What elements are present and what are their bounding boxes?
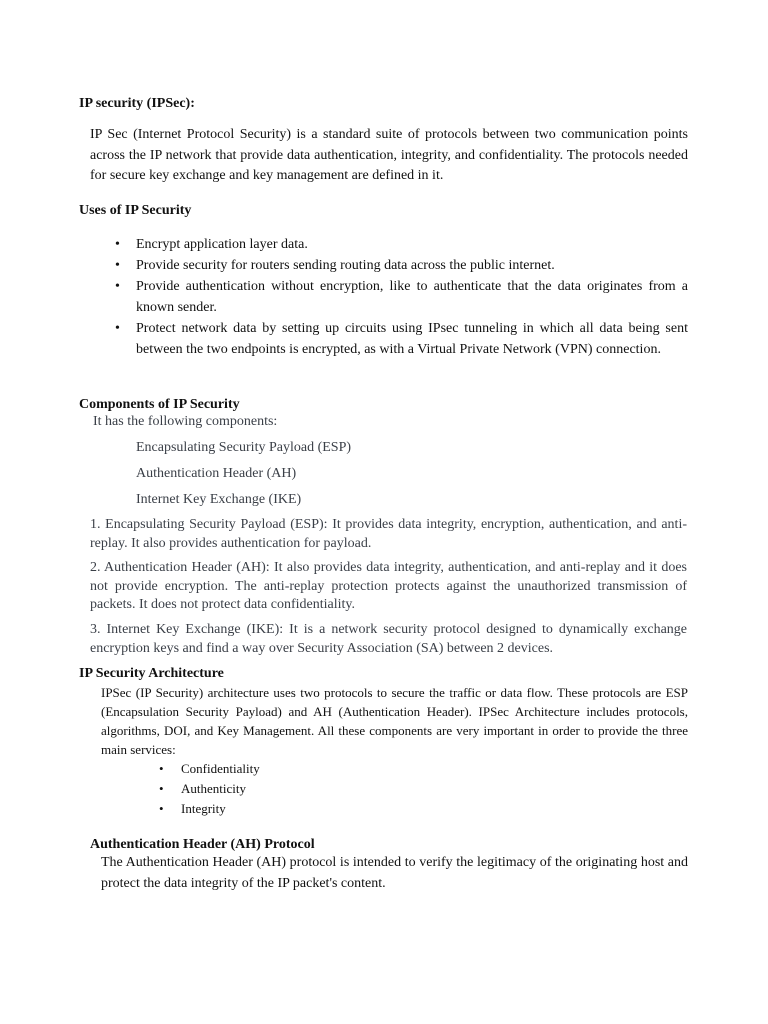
uses-list bbox=[115, 234, 688, 360]
list-item: • Protect network data by setting up circuits using IPsec tunneling in which all data being sent between the two endpoints is encrypted, as with a Virtual Private Network (VPN) connection. bbox=[136, 318, 688, 360]
list-item: • Confidentiality bbox=[181, 759, 481, 779]
bullet-icon: • bbox=[159, 781, 164, 796]
component-esp: Encapsulating Security Payload (ESP) bbox=[136, 440, 352, 455]
services-list bbox=[159, 759, 481, 819]
components-lead: It has the following components: bbox=[93, 414, 278, 429]
list-item: • Provide authentication without encryption, like to authenticate that the data originates from a known sender. bbox=[136, 276, 688, 318]
architecture-heading: IP Security Architecture bbox=[79, 666, 224, 681]
component-detail-ike: 3. Internet Key Exchange (IKE): It is a network security protocol designed to dynamically exchange encryption keys and find a way over Security Association (SA) between 2 devices. bbox=[90, 622, 687, 656]
bullet-icon: • bbox=[115, 237, 120, 252]
list-item: • Encrypt application layer data. bbox=[136, 234, 688, 255]
component-ah: Authentication Header (AH) bbox=[136, 466, 297, 481]
document-title: IP security (IPSec): bbox=[79, 96, 195, 111]
components-heading: Components of IP Security bbox=[79, 397, 240, 412]
architecture-paragraph: IPSec (IP Security) architecture uses two protocols to secure the traffic or data flow. These protocols are ESP (Encapsulation Security Payload) and AH (Authentication Header). IPSec Architecture includes protocols, algorithms, DOI, and Key Management. All these components are very important in order to provide the three main services: bbox=[101, 685, 688, 757]
component-detail-esp: 1. Encapsulating Security Payload (ESP): It provides data integrity, encryption, authentication, and anti-replay. It also provides authentication for payload. bbox=[90, 517, 687, 551]
bullet-icon: • bbox=[115, 258, 120, 273]
uses-heading: Uses of IP Security bbox=[79, 203, 192, 218]
bullet-icon: • bbox=[115, 279, 120, 294]
ah-protocol-paragraph: The Authentication Header (AH) protocol is intended to verify the legitimacy of the originating host and protect the data integrity of the IP packet's content. bbox=[101, 855, 688, 891]
intro-paragraph: IP Sec (Internet Protocol Security) is a standard suite of protocols between two communication points across the IP network that provide data authentication, integrity, and confidentiality. The protocols needed for secure key exchange and key management are defined in it. bbox=[90, 127, 688, 183]
list-item: • Provide security for routers sending routing data across the public internet. bbox=[136, 255, 688, 276]
bullet-icon: • bbox=[159, 801, 164, 816]
bullet-icon: • bbox=[159, 761, 164, 776]
list-item: • Integrity bbox=[181, 799, 481, 819]
list-item: • Authenticity bbox=[181, 779, 481, 799]
component-detail-ah: 2. Authentication Header (AH): It also provides data integrity, authentication, and anti-replay and it does not provide encryption. The anti-replay protection protects against the unauthorized transmission of packets. It does not protect data confidentiality. bbox=[90, 560, 687, 612]
ah-protocol-heading: Authentication Header (AH) Protocol bbox=[90, 837, 315, 852]
bullet-icon: • bbox=[115, 321, 120, 336]
component-ike: Internet Key Exchange (IKE) bbox=[136, 492, 302, 507]
